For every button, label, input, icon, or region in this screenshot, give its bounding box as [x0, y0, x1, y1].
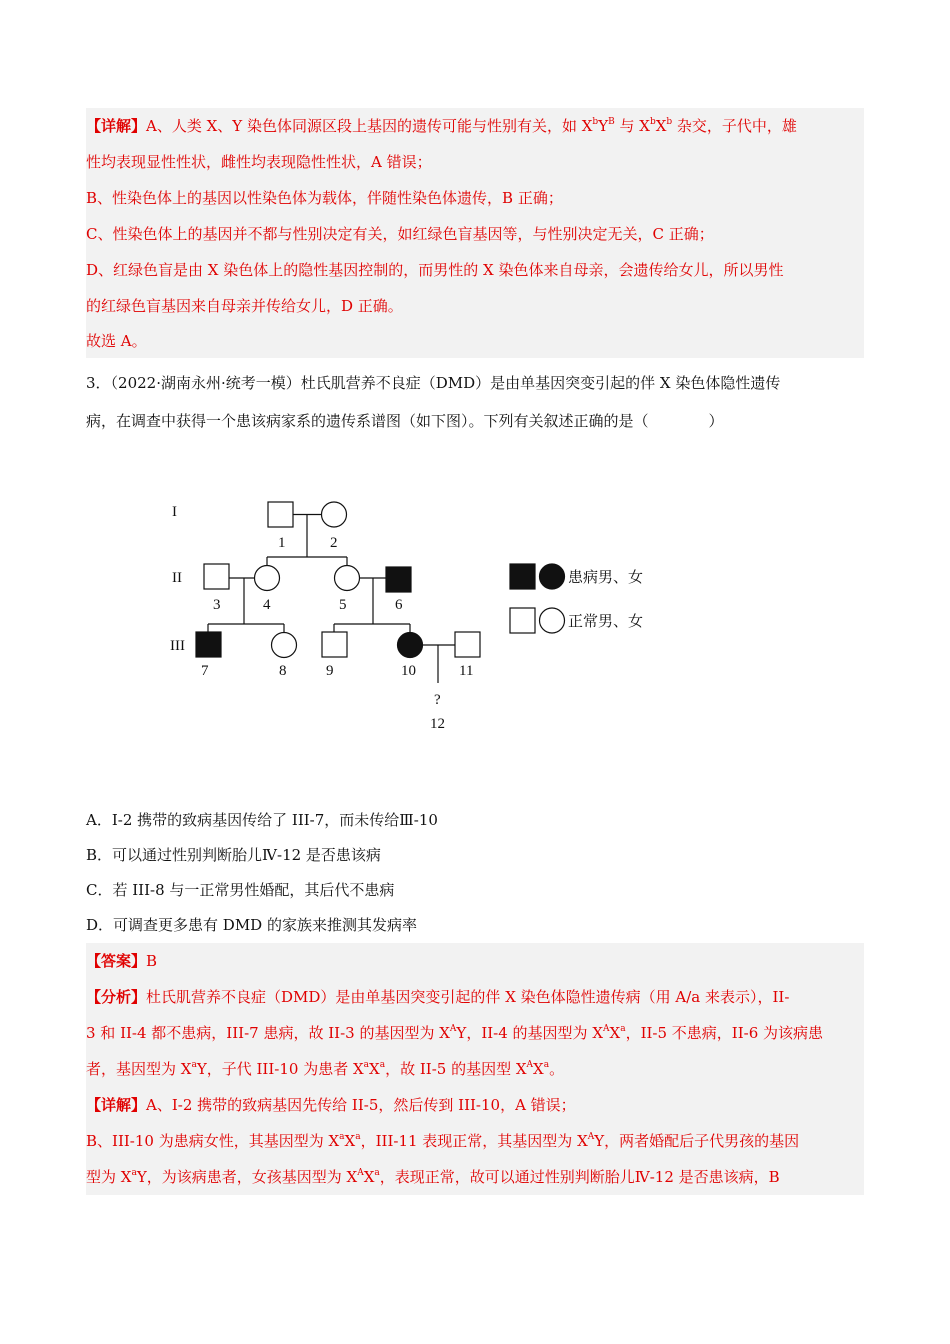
label-4: 4: [263, 597, 271, 613]
label-9: 9: [326, 663, 334, 679]
gen-label-I: I: [172, 504, 177, 520]
individual-11: [455, 632, 480, 657]
analysis-line-2: 3 和 II-4 都不患病，III-7 患病，故 II-3 的基因型为 $X^AY$，II-4 的基因型为 $X^AX^a$，II-5 不患病，II-6 为该病患: [86, 1024, 824, 1042]
analysis-line-1: 【分析】杜氏肌营养不良症（DMD）是由单基因突变引起的伴 X 染色体隐性遗传病（用 A/a 来表示），II-: [86, 988, 790, 1006]
legend-normal-male: [510, 608, 535, 633]
label-2: 2: [330, 535, 338, 551]
detail2-line-1: 【详解】A、I-2 携带的致病基因先传给 II-5，然后传到 III-10，A 错误；: [86, 1096, 576, 1114]
option-b: B．可以通过性别判断胎儿Ⅳ-12 是否患该病: [86, 846, 381, 864]
legend-normal-female: [540, 608, 565, 633]
individual-2: [322, 502, 347, 527]
question-stem: [86, 364, 864, 440]
question-line-1: 3．（2022·湖南永州·统考一模）杜氏肌营养不良症（DMD）是由单基因突变引起的伴 X 染色体隐性遗传: [86, 374, 781, 392]
detail-line-7: 故选 A。: [86, 332, 147, 350]
individual-4: [255, 566, 280, 591]
label-10: 10: [401, 663, 416, 679]
label-1: 1: [278, 535, 286, 551]
label-6: 6: [395, 597, 403, 613]
option-a: A．I-2 携带的致病基因传给了 III-7，而未传给Ⅲ-10: [86, 811, 438, 829]
label-7: 7: [201, 663, 209, 679]
label-11: 11: [459, 663, 474, 679]
individual-10: [398, 633, 423, 658]
detail-line-6: 的红绿色盲基因来自母亲并传给女儿，D 正确。: [86, 297, 403, 315]
detail-line-5: D、红绿色盲是由 X 染色体上的隐性基因控制的，而男性的 X 染色体来自母亲，会遗传给女儿，所以男性: [86, 261, 784, 279]
gen-label-II: II: [172, 570, 182, 586]
label-12: 12: [430, 716, 445, 732]
detail-block: [86, 108, 864, 358]
individual-8: [272, 633, 297, 658]
individual-1: [268, 502, 293, 527]
label-3: 3: [213, 597, 221, 613]
option-d: D．可调查更多患有 DMD 的家族来推测其发病率: [86, 916, 417, 934]
detail-line-3: B、性染色体上的基因以性染色体为载体，伴随性染色体遗传，B 正确；: [86, 189, 563, 207]
detail-line-4: C、性染色体上的基因并不都与性别决定有关，如红绿色盲基因等，与性别决定无关，C 正确；: [86, 225, 714, 243]
detail2-line-3: 型为 $X^aY$，为该病患者，女孩基因型为 $X^AX^a$，表现正常，故可以通过性别判断胎儿Ⅳ-12 是否患该病，B: [86, 1168, 780, 1186]
detail-line-1: 【详解】A、人类 X、Y 染色体同源区段上基因的遗传可能与性别有关，如 $X^bY^B$ 与 $X^bX^b$ 杂交，子代中，雄: [86, 117, 797, 135]
question-line-2: 病，在调查中获得一个患该病家系的遗传系谱图（如下图）。下列有关叙述正确的是（ ）: [86, 412, 724, 430]
legend-affected-male: [510, 564, 535, 589]
detail2-line-2: B、III-10 为患病女性，其基因型为 $X^aX^a$，III-11 表现正常，其基因型为 $X^AY$，两者婚配后子代男孩的基因: [86, 1132, 800, 1150]
pedigree-svg: [160, 478, 680, 740]
answer-value: B: [146, 952, 158, 970]
individual-5: [335, 566, 360, 591]
answer-line: 【答案】B: [86, 952, 158, 970]
label-5: 5: [339, 597, 347, 613]
individual-6: [386, 567, 411, 592]
gen-label-III: III: [170, 638, 185, 654]
individual-7: [196, 632, 221, 657]
legend-affected-label: 患病男、女: [568, 568, 644, 586]
answer-block: [86, 943, 864, 1195]
pedigree-figure: [160, 478, 680, 740]
individual-3: [204, 564, 229, 589]
analysis-line-3: 者，基因型为 $X^aY$，子代 III-10 为患者 $X^aX^a$，故 II-5 的基因型 $X^AX^a$。: [86, 1060, 565, 1078]
option-c: C．若 III-8 与一正常男性婚配，其后代不患病: [86, 881, 395, 899]
legend-affected-female: [540, 564, 565, 589]
options-list: [86, 803, 864, 943]
unknown-mark: ?: [434, 692, 441, 708]
legend-normal-label: 正常男、女: [568, 612, 644, 630]
label-8: 8: [279, 663, 287, 679]
detail-line-2: 性均表现显性性状，雌性均表现隐性性状，A 错误；: [86, 153, 432, 171]
individual-9: [322, 632, 347, 657]
